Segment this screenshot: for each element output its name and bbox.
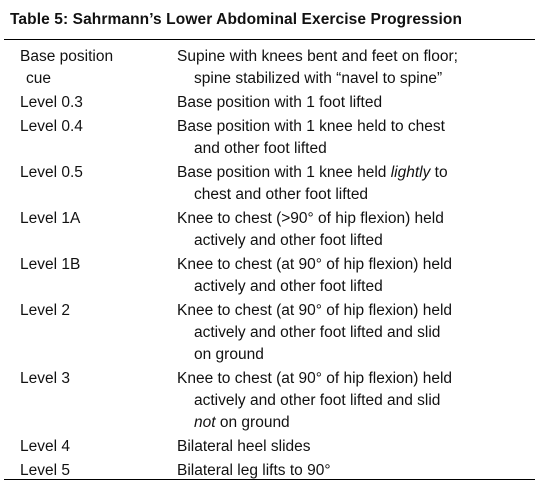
description-text: on ground bbox=[194, 346, 264, 363]
description-text: chest and other foot lifted bbox=[194, 186, 369, 203]
level-cell bbox=[4, 46, 177, 90]
level-text: Level 5 bbox=[20, 462, 70, 479]
description-cell bbox=[177, 300, 535, 366]
description-line bbox=[177, 68, 535, 90]
level-text: Level 0.5 bbox=[20, 164, 83, 181]
description-line bbox=[177, 138, 535, 160]
emphasis-text: lightly bbox=[390, 164, 431, 181]
description-text: actively and other foot lifted and slid bbox=[194, 392, 441, 409]
description-cell bbox=[177, 92, 535, 114]
description-line bbox=[177, 344, 535, 366]
description-text: Base position with 1 foot lifted bbox=[177, 94, 383, 111]
description-line bbox=[177, 322, 535, 344]
description-line bbox=[177, 254, 535, 276]
level-cell bbox=[4, 254, 177, 298]
table-caption: Table 5: Sahrmann’s Lower Abdominal Exercise Progression bbox=[4, 0, 535, 40]
level-cell bbox=[4, 300, 177, 366]
table-row bbox=[4, 46, 535, 90]
description-cell bbox=[177, 46, 535, 90]
description-text: Base position with 1 knee held bbox=[177, 164, 391, 181]
description-line bbox=[177, 208, 535, 230]
description-line bbox=[177, 276, 535, 298]
level-text: Level 4 bbox=[20, 438, 70, 455]
description-cell bbox=[177, 436, 535, 458]
description-text: Supine with knees bent and feet on floor; bbox=[177, 48, 458, 65]
description-line bbox=[177, 184, 535, 206]
level-cell bbox=[4, 368, 177, 434]
description-text: and other foot lifted bbox=[194, 140, 327, 157]
table-row bbox=[4, 254, 535, 298]
description-line bbox=[177, 46, 535, 68]
description-text: actively and other foot lifted bbox=[194, 232, 383, 249]
level-text: Level 0.4 bbox=[20, 118, 83, 135]
table-row bbox=[4, 436, 535, 458]
description-line bbox=[177, 412, 535, 434]
description-cell bbox=[177, 368, 535, 434]
description-line bbox=[177, 300, 535, 322]
description-cell bbox=[177, 208, 535, 252]
level-text: Base position bbox=[20, 48, 114, 65]
description-line bbox=[177, 162, 535, 184]
level-cell bbox=[4, 92, 177, 114]
description-text: Bilateral heel slides bbox=[177, 438, 311, 455]
description-line bbox=[177, 230, 535, 252]
description-text: Bilateral leg lifts to 90° bbox=[177, 462, 331, 479]
level-text: Level 0.3 bbox=[20, 94, 83, 111]
description-cell bbox=[177, 116, 535, 160]
level-cell bbox=[4, 116, 177, 160]
description-text: Knee to chest (at 90° of hip flexion) held bbox=[177, 302, 453, 319]
description-text: Knee to chest (at 90° of hip flexion) held bbox=[177, 370, 453, 387]
table-bottom-rule bbox=[4, 479, 535, 480]
description-line bbox=[177, 390, 535, 412]
description-text: actively and other foot lifted bbox=[194, 278, 383, 295]
description-text: actively and other foot lifted and slid bbox=[194, 324, 441, 341]
description-text: Knee to chest (at 90° of hip flexion) held bbox=[177, 256, 453, 273]
level-cell bbox=[4, 162, 177, 206]
level-text: Level 2 bbox=[20, 302, 70, 319]
description-line bbox=[177, 92, 535, 114]
description-cell bbox=[177, 254, 535, 298]
description-cell bbox=[177, 162, 535, 206]
table-row bbox=[4, 116, 535, 160]
level-cell bbox=[4, 208, 177, 252]
level-text: Level 1B bbox=[20, 256, 81, 273]
description-line bbox=[177, 368, 535, 390]
level-text: Level 3 bbox=[20, 370, 70, 387]
table-row bbox=[4, 92, 535, 114]
description-text: spine stabilized with “navel to spine” bbox=[194, 70, 443, 87]
table-row bbox=[4, 162, 535, 206]
table-row bbox=[4, 208, 535, 252]
level-text: cue bbox=[26, 70, 51, 87]
level-text: Level 1A bbox=[20, 210, 81, 227]
exercise-progression-table bbox=[4, 0, 535, 484]
table-row bbox=[4, 300, 535, 366]
table-row bbox=[4, 368, 535, 434]
description-text: Base position with 1 knee held to chest bbox=[177, 118, 445, 135]
description-text: on ground bbox=[215, 414, 290, 431]
description-line bbox=[177, 436, 535, 458]
table-body bbox=[4, 40, 535, 482]
description-text: Knee to chest (>90° of hip flexion) held bbox=[177, 210, 444, 227]
description-text: to bbox=[430, 164, 448, 181]
emphasis-text: not bbox=[194, 414, 216, 431]
level-cell bbox=[4, 436, 177, 458]
description-line bbox=[177, 116, 535, 138]
